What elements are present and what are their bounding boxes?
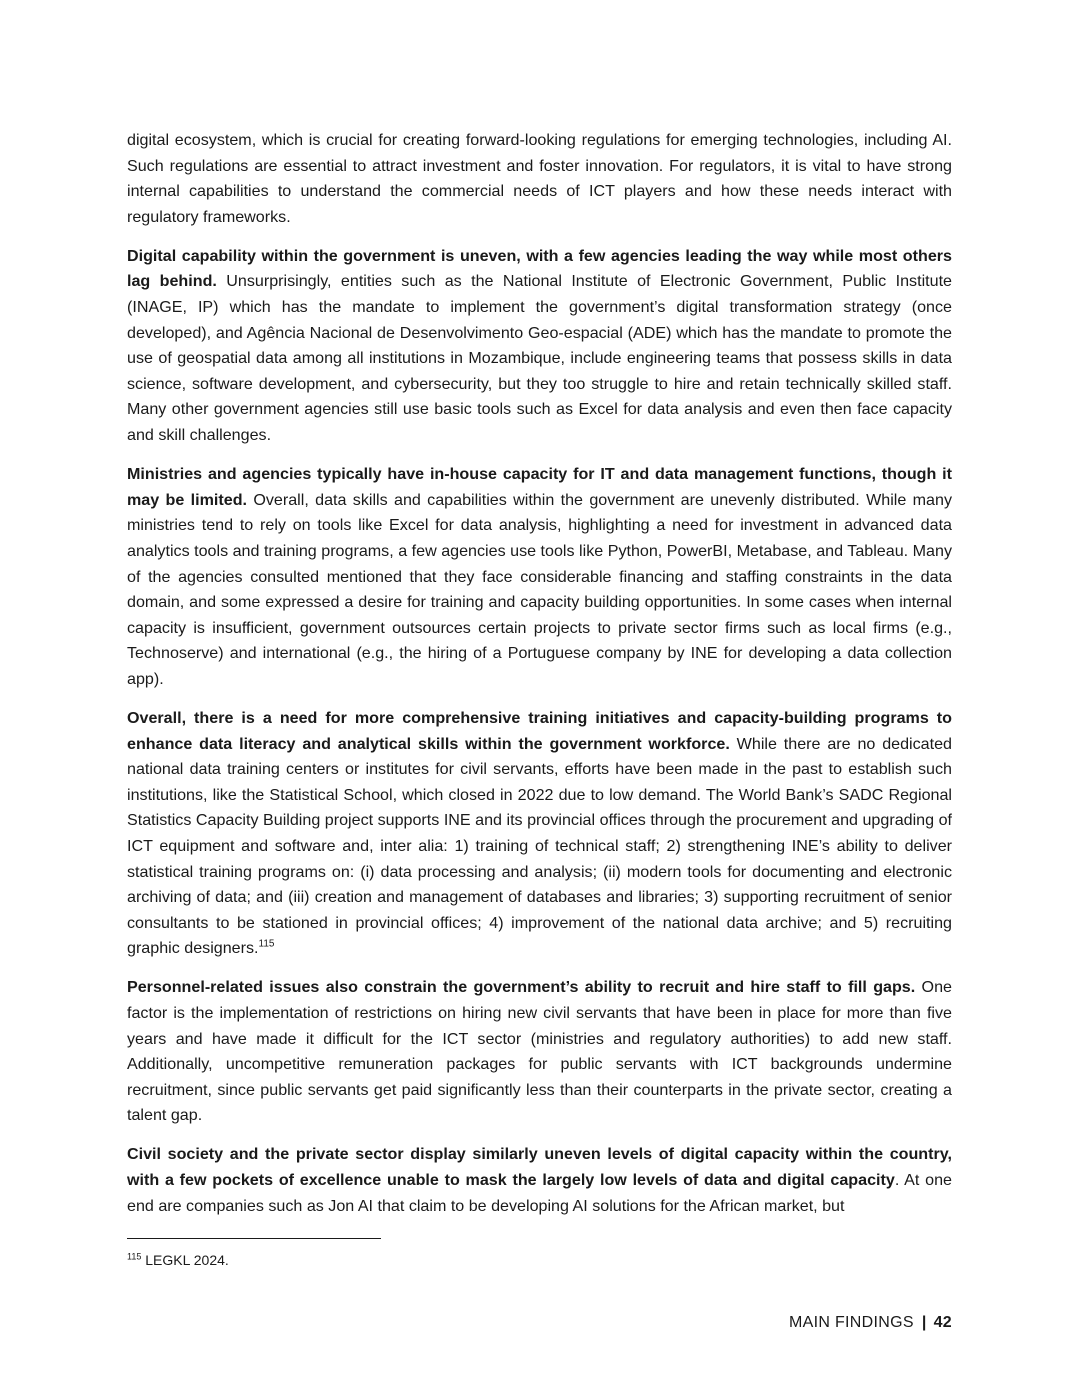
- paragraph-lead: Digital capability within the government is uneven, with a few agencies leading the way while most others lag behind.: [127, 246, 952, 291]
- page-footer: [789, 1312, 952, 1334]
- paragraph-2: [127, 244, 952, 449]
- paragraph-text: digital ecosystem, which is crucial for creating forward-looking regulations for emerging technologies, including AI. Such regulations are essential to attract investment and foster innovation. For regulators, it is vital to have strong internal capabilities to understand the commercial needs of ICT players and how these needs interact with regulatory frameworks.: [127, 131, 952, 226]
- paragraph-text: Overall, data skills and capabilities within the government are unevenly distributed. While many ministries tend to rely on tools like Excel for data analysis, highlighting a need for investment in advanced data analytics tools and training programs, a few agencies use tools like Python, PowerBI, Metabase, and Tableau. Many of the agencies consulted mentioned that they face considerable financing and staffing constraints in the data domain, and some expressed a desire for training and capacity building opportunities. In some cases when internal capacity is insufficient, government outsources certain projects to private sector firms such as local firms (e.g., Technoserve) and international (e.g., the hiring of a Portuguese company by INE for developing a data collection app).: [127, 490, 953, 688]
- page-number: 42: [933, 1314, 952, 1331]
- paragraph-lead: Overall, there is a need for more comprehensive training initiatives and capacity-building programs to enhance data literacy and analytical skills within the government workforce.: [127, 708, 952, 753]
- footnote: [127, 1250, 229, 1270]
- footnote-reference[interactable]: 115: [258, 938, 275, 950]
- paragraph-5: [127, 975, 952, 1129]
- footnote-text: LEGKL 2024.: [141, 1252, 229, 1268]
- footer-separator: |: [921, 1314, 927, 1331]
- paragraph-text: While there are no dedicated national data training centers or institutes for civil servants, efforts have been made in the past to establish such institutions, like the Statistical School, which closed in 2022 due to low demand. The World Bank’s SADC Regional Statistics Capacity Building project supports INE and its provincial offices through the procurement and upgrading of ICT equipment and software and, inter alia: 1) training of technical staff; 2) strengthening INE’s ability to deliver statistical training programs on: (i) data processing and analysis; (ii) modern tools for documenting and electronic archiving of data; and (iii) creation and management of databases and libraries; 3) supporting recruitment of senior consultants to be stationed in provincial offices; 4) improvement of the national data archive; and 5) recruiting graphic designers.: [127, 734, 952, 958]
- paragraph-lead: Civil society and the private sector display similarly uneven levels of digital capacity within the country, with a few pockets of excellence unable to mask the largely low levels of data and digital capacity: [127, 1145, 952, 1190]
- paragraph-3: [127, 462, 952, 692]
- paragraph-lead: Personnel-related issues also constrain the government’s ability to recruit and hire staff to fill gaps.: [127, 978, 916, 997]
- paragraph-text: Unsurprisingly, entities such as the National Institute of Electronic Government, Public Institute (INAGE, IP) which has the mandate to implement the government’s digital transformation strategy (once developed), and Agência Nacional de Desenvolvimento Geo-espacial (ADE) which has the mandate to promote the use of geospatial data among all institutions in Mozambique, include engineering teams that possess skills in data science, software development, and cybersecurity, but they too struggle to hire and retain technically skilled staff. Many other government agencies still use basic tools such as Excel for data analysis and even then face capacity and skill challenges.: [127, 272, 952, 445]
- footer-section-title: MAIN FINDINGS: [789, 1314, 914, 1331]
- document-body: [127, 128, 952, 1233]
- footnote-number: 115: [127, 1251, 142, 1262]
- footnote-divider: [127, 1238, 381, 1239]
- paragraph-lead: Ministries and agencies typically have in-house capacity for IT and data management functions, though it may be limited.: [127, 465, 952, 509]
- paragraph-text: One factor is the implementation of restrictions on hiring new civil servants that have been in place for more than five years and have made it difficult for the ICT sector (ministries and regulatory authorities) to add new staff. Additionally, uncompetitive remuneration packages for public servants with ICT backgrounds undermine recruitment, since public servants get paid significantly less than their counterparts in the private sector, creating a talent gap.: [127, 978, 952, 1125]
- paragraph-6: [127, 1142, 952, 1219]
- paragraph-1: [127, 128, 952, 230]
- paragraph-4: [127, 706, 952, 962]
- paragraph-text: . At one end are companies such as Jon AI that claim to be developing AI solutions for the African market, but: [127, 1171, 952, 1215]
